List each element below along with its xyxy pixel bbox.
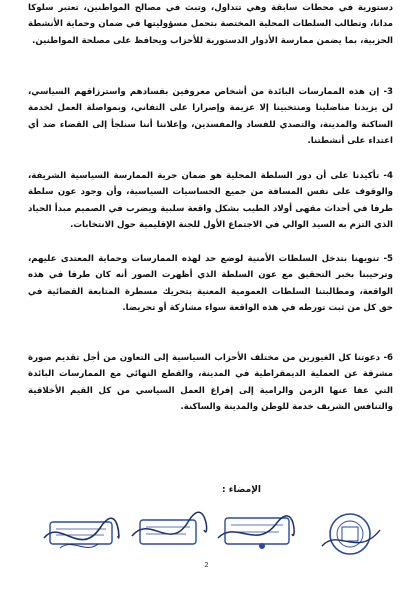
stamp-left [44,518,119,548]
paragraph-4: 4- تأكيدنا على أن دور السلطة المحلية هو ضمان حرية الممارسة السياسية الشريفة، والوقوف على نفس المسافة من جميع الحساسيات السياسية، وأن وجود عون سلطة طرفا في أحداث مقهى أولاد الطيب بشكل واقعة سلبية ويضرب في الصميم مبدأ الحياد الذي التزم به السيد الوالي في الاجتماع الأول للجنة الإقليمية حول الانتخابات. [28,171,393,231]
paragraph-6: 6- دعوتنا كل الغيورين من مختلف الأحزاب السياسية إلى التعاون من أجل تقديم صورة مشرقة عن العملية الديمقراطية في المدينة، والقطع النهائي مع الممارسات البائدة التي عفا عنها الزمن والرامية إلى إفراغ العمل السياسي من كل القيم الأخلاقية والتنافس الشريف خدمة للوطن والمدينة والساكنة. [28,353,393,413]
paragraph-text: إن هذه الممارسات البائدة من أشخاص معروفين بفسادهم واسترزاقهم السياسي، لن يزيدنا مناضلينا ومنتخبينا إلا عزيمة وإصرارا على التفاني، وبمواصلة العمل لخدمة الساكنة والمدينة، والتصدي للفساد والمفسدين، وإعلاننا أننا سنلجأ إلى القضاء ضد أي اعتداء على أنشطتنا. [28,87,393,147]
stamp-right-seal [322,514,380,554]
paragraph-continuation [28,0,393,49]
page-number: 2 [204,561,209,569]
paragraph-number: 5 [387,254,393,264]
signatures-and-stamps [0,508,413,568]
paragraph-text: دستورية في محطات سابقة وهي تتداول، وتبث في مصالح المواطنين، تعتبر سلوكا مدانا، وتطالب السلطات المحلية المختصة بتحمل مسؤوليتها في ضمان وحماية الأنشطة الحزبية، بما يضمن ممارسة الأدوار الدستورية للأحزاب ويحافظ على مصلحة المواطنين. [28,3,393,46]
paragraph-5: 5- تنويهنا بتدخل السلطات الأمنية لوضع حد لهذه الممارسات وحماية المعتدى عليهم، وترحيبنا بخبر التحقيق مع عون السلطة الذي أظهرت الصور أنه كان طرفا في هذه الواقعة، ومطالبتنا السلطات العمومية المعنية بتحريك مسطرة المتابعة القضائية في حق كل من ثبت تورطه في هذه الواقعة سواء مشاركة أو تحريضا. [28,254,393,314]
stamp-center-right [218,516,294,549]
paragraph-3: 3- إن هذه الممارسات البائدة من أشخاص معروفين بفسادهم واسترزاقهم السياسي، لن يزيدنا مناضلينا ومنتخبينا إلا عزيمة وإصرارا على التفاني، وبمواصلة العمل لخدمة الساكنة والمدينة، والتصدي للفساد والمفسدين، وإعلاننا أننا سنلجأ إلى القضاء ضد أي اعتداء على أنشطتنا. [28,87,394,147]
paragraph-number: 4 [387,171,393,181]
paragraph-number: 6 [387,353,393,363]
paragraph-text: دعوتنا كل الغيورين من مختلف الأحزاب السياسية إلى التعاون من أجل تقديم صورة مشرقة عن العملية الديمقراطية في المدينة، والقطع النهائي مع الممارسات البائدة التي عفا عنها الزمن والرامية إلى إفراغ العمل السياسي من كل القيم الأخلاقية والتنافس الشريف خدمة للوطن والمدينة والساكنة. [28,353,393,413]
paragraph-number: 3 [387,87,394,97]
signature-label: الإمضاء : [222,485,261,495]
paragraph-text: تأكيدنا على أن دور السلطة المحلية هو ضمان حرية الممارسة السياسية الشريفة، والوقوف على نفس المسافة من جميع الحساسيات السياسية، وأن وجود عون سلطة طرفا في أحداث مقهى أولاد الطيب بشكل واقعة سلبية ويضرب في الصميم مبدأ الحياد الذي التزم به السيد الوالي في الاجتماع الأول للجنة الإقليمية حول الانتخابات. [28,171,393,231]
paragraph-text: تنويهنا بتدخل السلطات الأمنية لوضع حد لهذه الممارسات وحماية المعتدى عليهم، وترحيبنا بخبر التحقيق مع عون السلطة الذي أظهرت الصور أنه كان طرفا في هذه الواقعة، ومطالبتنا السلطات العمومية المعنية بتحريك مسطرة المتابعة القضائية في حق كل من ثبت تورطه في هذه الواقعة سواء مشاركة أو تحريضا. [28,254,393,314]
stamp-center-left [132,512,207,544]
